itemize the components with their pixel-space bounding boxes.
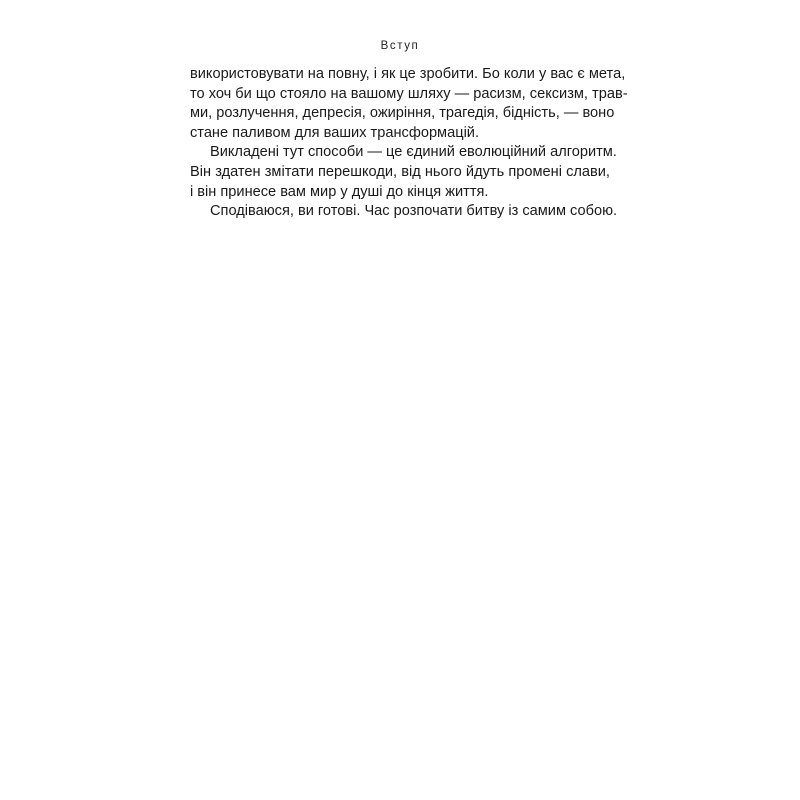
body-text bbox=[190, 65, 628, 222]
text-line: ми, розлучення, депресія, ожиріння, трагедія, бідність, — воно bbox=[190, 105, 615, 122]
paragraph-3 bbox=[190, 202, 618, 222]
text-line: і він принесе вам мир у душі до кінця життя. bbox=[190, 183, 489, 200]
paragraph-1 bbox=[190, 65, 628, 143]
running-head: Вступ bbox=[380, 40, 420, 52]
text-line: Викладені тут способи — це єдиний еволюційний алгоритм. bbox=[210, 144, 617, 161]
text-line: Він здатен змітати перешкоди, від нього йдуть промені слави, bbox=[190, 163, 610, 180]
text-line: використовувати на повну, і як це зробити. Бо коли у вас є мета, bbox=[190, 66, 626, 82]
text-line: то хоч би що стояло на вашому шляху — расизм, сексизм, трав- bbox=[190, 85, 628, 102]
text-line: стане паливом для ваших трансформацій. bbox=[190, 124, 480, 141]
paragraph-2 bbox=[190, 143, 617, 202]
text-line: Сподіваюся, ви готові. Час розпочати битву із самим собою. bbox=[210, 203, 618, 220]
